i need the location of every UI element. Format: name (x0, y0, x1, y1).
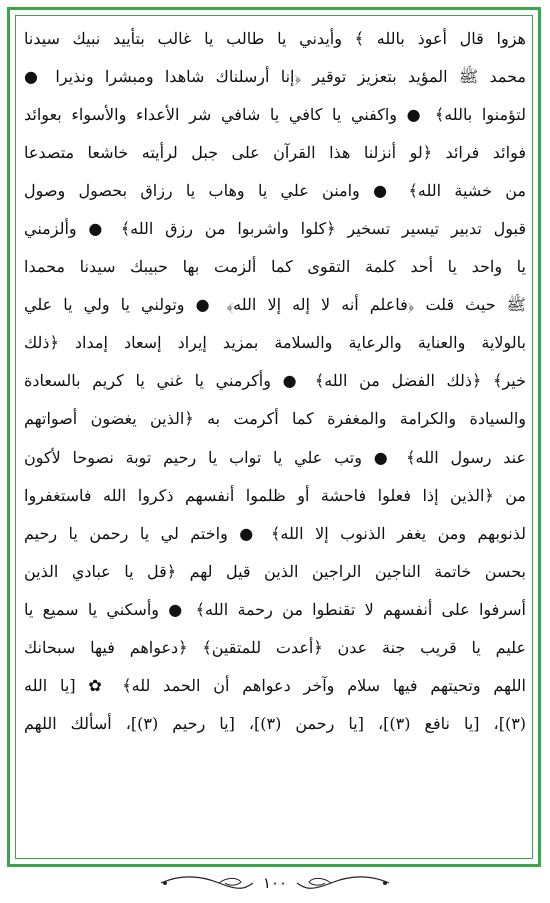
text-line: عند رسول الله﴾ ● وتب علي يا تواب يا رحيم توبة نصوحا لأكون (24, 447, 526, 467)
text-line: من خشية الله﴾ ● وامنن علي يا وهاب يا رزاق بحصول وصول (24, 181, 526, 201)
text-line: خير﴾ ﴿ذلك الفضل من الله﴾ ● وأكرمني يا غني يا كريم بالسعادة (24, 371, 526, 391)
page-text (24, 20, 526, 858)
text-line: قبول تدبير تيسير تسخير ﴿كلوا واشربوا من رزق الله﴾ ● وألزمني (24, 219, 526, 239)
text-line: عليم يا قريب جنة عدن ﴿أعدت للمتقين﴾ ﴿دعواهم فيها سبحانك (24, 637, 526, 657)
text-line: محمد ﷺ المؤيد بتعزيز توقير ﴿إنا أرسلناك شاهدا ومبشرا ونذيرا ● (24, 67, 526, 87)
text-line: والسيادة والكرامة والمغفرة كما أكرمت به ﴿الذين يغضون أصواتهم (24, 409, 526, 429)
page-number: ١٠٠ (262, 874, 288, 892)
page-footer (0, 868, 550, 898)
text-line: بالولاية والعناية والرعاية والسلامة بمزيد إيراد إسعاد إمداد ﴿ذلك (24, 333, 526, 353)
text-line: يا واحد يا أحد كلمة التقوى كما ألزمت بها حبيبك سيدنا محمدا (24, 257, 526, 277)
text-line: من ﴿الذين إذا فعلوا فاحشة أو ظلموا أنفسهم ذكروا الله فاستغفروا (24, 485, 526, 505)
flourish-left-icon (159, 873, 255, 893)
text-line: لذنوبهم ومن يغفر الذنوب إلا الله﴾ ● واختم لي يا رحمن يا رحيم (24, 523, 526, 543)
text-line: اللهم وتحيتهم فيها سلام وآخر دعواهم أن الحمد لله﴾ ✿ [يا الله (24, 675, 526, 695)
text-line: هزوا قال أعوذ بالله ﴾ وأيدني يا طالب يا غالب بتأييد نبيك سيدنا (24, 29, 526, 48)
text-line: (٣)]، [يا نافع (٣)]، [يا رحمن (٣)]، [يا رحيم (٣)]، أسألك اللهم (24, 713, 526, 733)
text-line: لتؤمنوا بالله﴾ ● واكفني يا كافي يا شافي شر الأعداء والأسواء بعوائد (24, 105, 526, 125)
text-line: فوائد فرائد ﴿لو أنزلنا هذا القرآن على جبل لرأيته خاشعا متصدعا (24, 143, 526, 163)
text-line: ﷺ حيث قلت ﴿فاعلم أنه لا إله إلا الله﴾ ● وتولني يا ولي يا علي (24, 295, 526, 315)
text-line: بحسن خاتمة الناجين الراجين الذين قيل لهم ﴿قل يا عبادي الذين (24, 561, 526, 581)
text-line: أسرفوا على أنفسهم لا تقنطوا من رحمة الله﴾ ● وأسكني يا سميع يا (24, 599, 526, 619)
flourish-right-icon (295, 873, 391, 893)
